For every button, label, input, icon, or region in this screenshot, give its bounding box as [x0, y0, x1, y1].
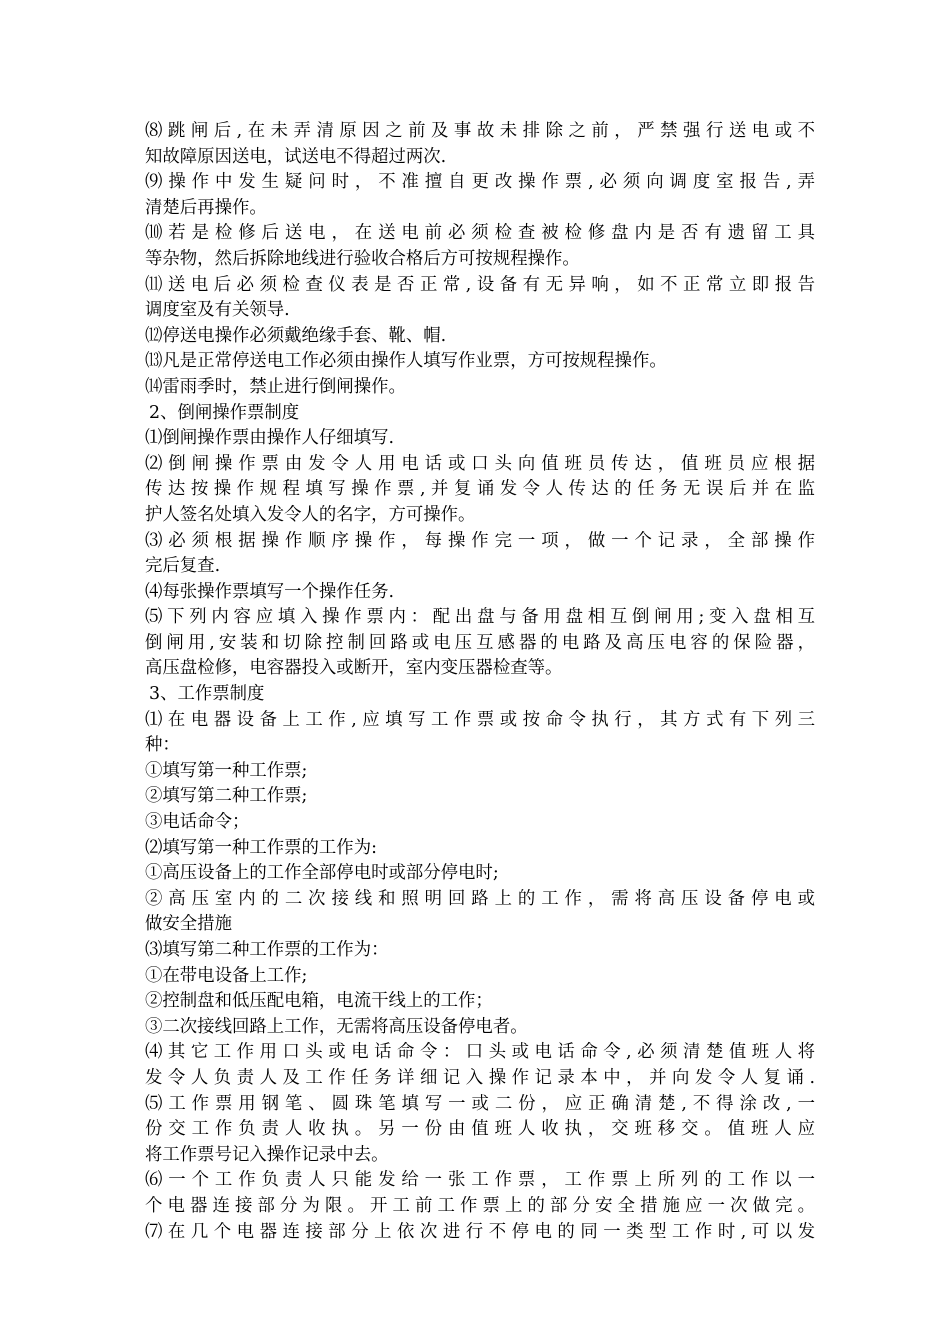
text-line: 传达按操作规程填写操作票,并复诵发令人传达的任务无误后并在监 — [145, 479, 815, 500]
text-line: ②高压室内的二次接线和照明回路上的工作，需将高压设备停电或 — [145, 888, 815, 909]
text-line: ①高压设备上的工作全部停电时或部分停电时; — [145, 863, 499, 884]
text-line: ⑽若是检修后送电，在送电前必须检查被检修盘内是否有遗留工具 — [145, 223, 815, 244]
text-line: ⑶必须根据操作顺序操作，每操作完一项，做一个记录，全部操作 — [145, 530, 815, 551]
text-line: 等杂物，然后拆除地线进行验收合格后方可按规程操作。 — [145, 248, 580, 269]
text-line: 种： — [145, 735, 180, 756]
text-line: ①在带电设备上工作; — [145, 965, 308, 986]
text-line: ②控制盘和低压配电箱，电流干线上的工作； — [145, 991, 493, 1012]
text-line: 将工作票号记入操作记录中去。 — [145, 1144, 389, 1165]
text-line: 发令人负责人及工作任务详细记入操作记录本中，并向发令人复诵. — [145, 1067, 815, 1088]
text-line: ③电话命令； — [145, 812, 250, 833]
text-line: 完后复查. — [145, 556, 221, 577]
text-line: ⒀凡是正常停送电工作必须由操作人填写作业票，方可按规程操作。 — [145, 351, 667, 372]
text-line: ②填写第二种工作票; — [145, 786, 308, 807]
section-heading: 3、工作票制度 — [149, 684, 265, 705]
text-line: ⑸下列内容应填入操作票内：配出盘与备用盘相互倒闸用;变入盘相互 — [145, 607, 815, 628]
text-line: ①填写第一种工作票; — [145, 760, 308, 781]
text-line: ⑹一个工作负责人只能发给一张工作票，工作票上所列的工作以一 — [145, 1170, 815, 1191]
text-line: ⒁雷雨季时，禁止进行倒闸操作。 — [145, 376, 406, 397]
text-line: ⑻跳闸后,在未弄清原因之前及事故未排除之前，严禁强行送电或不 — [145, 121, 815, 141]
text-line: 做安全措施 — [145, 914, 232, 935]
text-line: ⑵填写第一种工作票的工作为: — [145, 837, 377, 858]
text-line: ⑾送电后必须检查仪表是否正常,设备有无异响，如不正常立即报告 — [145, 274, 815, 295]
text-line: 倒闸用,安装和切除控制回路或电压互感器的电路及高压电容的保险器， — [145, 632, 815, 653]
text-line: ③二次接线回路上工作，无需将高压设备停电者。 — [145, 1016, 528, 1037]
text-line: 份交工作负责人收执。另一份由值班人收执，交班移交。值班人应 — [145, 1119, 815, 1140]
text-line: 高压盘检修，电容器投入或断开，室内变压器检查等。 — [145, 658, 563, 679]
text-line: ⑴倒闸操作票由操作人仔细填写. — [145, 428, 394, 449]
text-line: ⑷每张操作票填写一个操作任务. — [145, 581, 394, 602]
text-line: ⑵倒闸操作票由发令人用电话或口头向值班员传达，值班员应根据 — [145, 453, 815, 474]
text-line: ⑸工作票用钢笔、圆珠笔填写一或二份，应正确清楚,不得涂改,一 — [145, 1093, 815, 1114]
text-line: 护人签名处填入发令人的名字，方可操作。 — [145, 504, 476, 525]
text-line: 调度室及有关领导. — [145, 300, 290, 321]
text-line: 知故障原因送电，试送电不得超过两次. — [145, 146, 447, 167]
text-line: ⑷其它工作用口头或电话命令：口头或电话命令,必须清楚值班人将 — [145, 1042, 815, 1063]
document-page — [145, 119, 815, 1245]
text-line: ⑼操作中发生疑问时，不准擅自更改操作票,必须向调度室报告,弄 — [145, 172, 815, 193]
text-line: 个电器连接部分为限。开工前工作票上的部分安全措施应一次做完。 — [145, 1195, 815, 1216]
text-line: 清楚后再操作。 — [145, 197, 267, 218]
section-heading: 2、倒闸操作票制度 — [149, 402, 300, 423]
text-line: ⑺在几个电器连接部分上依次进行不停电的同一类型工作时,可以发 — [145, 1221, 815, 1242]
text-line: ⑴在电器设备上工作,应填写工作票或按命令执行，其方式有下列三 — [145, 709, 815, 730]
text-line: ⑶填写第二种工作票的工作为： — [145, 940, 389, 960]
text-line: ⑿停送电操作必须戴绝缘手套、靴、帽. — [145, 325, 447, 346]
